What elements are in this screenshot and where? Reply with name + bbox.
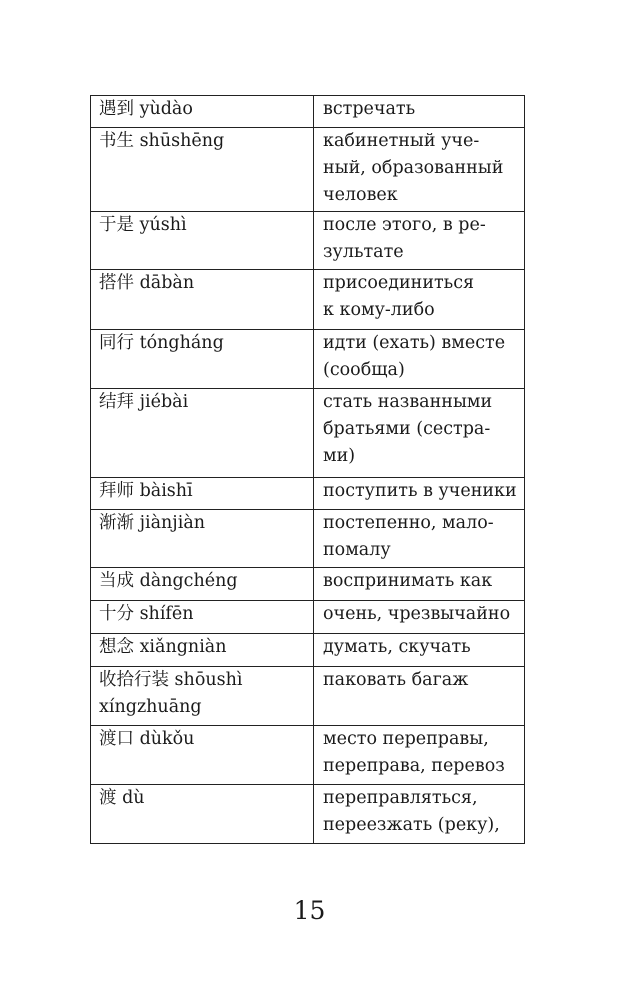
vocabulary-term: 搭伴 dābàn: [91, 270, 314, 330]
page-number: 15: [293, 896, 326, 925]
vocabulary-meaning: присоединиться к кому-либо: [314, 270, 525, 330]
vocabulary-meaning: идти (ехать) вместе (сообща): [314, 330, 525, 389]
vocabulary-row: [91, 128, 525, 212]
vocabulary-meaning: очень, чрезвычайно: [314, 601, 525, 634]
vocabulary-row: [91, 478, 525, 510]
vocabulary-term: 渐渐 jiànjiàn: [91, 510, 314, 568]
vocabulary-meaning: переправляться, переезжать (реку),: [314, 785, 525, 844]
vocabulary-term: 当成 dàngchéng: [91, 568, 314, 601]
vocabulary-meaning: после этого, в ре- зультате: [314, 212, 525, 270]
vocabulary-meaning: встречать: [314, 96, 525, 128]
vocabulary-row: [91, 389, 525, 478]
vocabulary-term: 想念 xiǎngniàn: [91, 634, 314, 667]
vocabulary-row: [91, 270, 525, 330]
vocabulary-term: 遇到 yùdào: [91, 96, 314, 128]
vocabulary-meaning: место переправы, переправа, перевоз: [314, 726, 525, 785]
vocabulary-row: [91, 726, 525, 785]
vocabulary-term: 结拜 jiébài: [91, 389, 314, 478]
vocabulary-row: [91, 96, 525, 128]
vocabulary-term: 拜师 bàishī: [91, 478, 314, 510]
vocabulary-meaning: стать названными братьями (сестра- ми): [314, 389, 525, 478]
vocabulary-row: [91, 510, 525, 568]
vocabulary-row: [91, 601, 525, 634]
vocabulary-table-body: [91, 96, 525, 844]
vocabulary-meaning: воспринимать как: [314, 568, 525, 601]
vocabulary-term: 十分 shífēn: [91, 601, 314, 634]
vocabulary-term: 渡 dù: [91, 785, 314, 844]
vocabulary-term: 书生 shūshēng: [91, 128, 314, 212]
vocabulary-table: [90, 95, 525, 844]
vocabulary-meaning: поступить в ученики: [314, 478, 525, 510]
vocabulary-row: [91, 568, 525, 601]
vocabulary-term: 同行 tóngháng: [91, 330, 314, 389]
vocabulary-row: [91, 634, 525, 667]
vocabulary-term: 收拾行装 shōushì xíngzhuāng: [91, 667, 314, 726]
vocabulary-row: [91, 330, 525, 389]
vocabulary-meaning: кабинетный уче- ный, образованный человек: [314, 128, 525, 212]
vocabulary-meaning: постепенно, мало- помалу: [314, 510, 525, 568]
vocabulary-term: 于是 yúshì: [91, 212, 314, 270]
vocabulary-meaning: паковать багаж: [314, 667, 525, 726]
vocabulary-row: [91, 667, 525, 726]
vocabulary-meaning: думать, скучать: [314, 634, 525, 667]
vocabulary-row: [91, 212, 525, 270]
vocabulary-row: [91, 785, 525, 844]
vocabulary-term: 渡口 dùkǒu: [91, 726, 314, 785]
